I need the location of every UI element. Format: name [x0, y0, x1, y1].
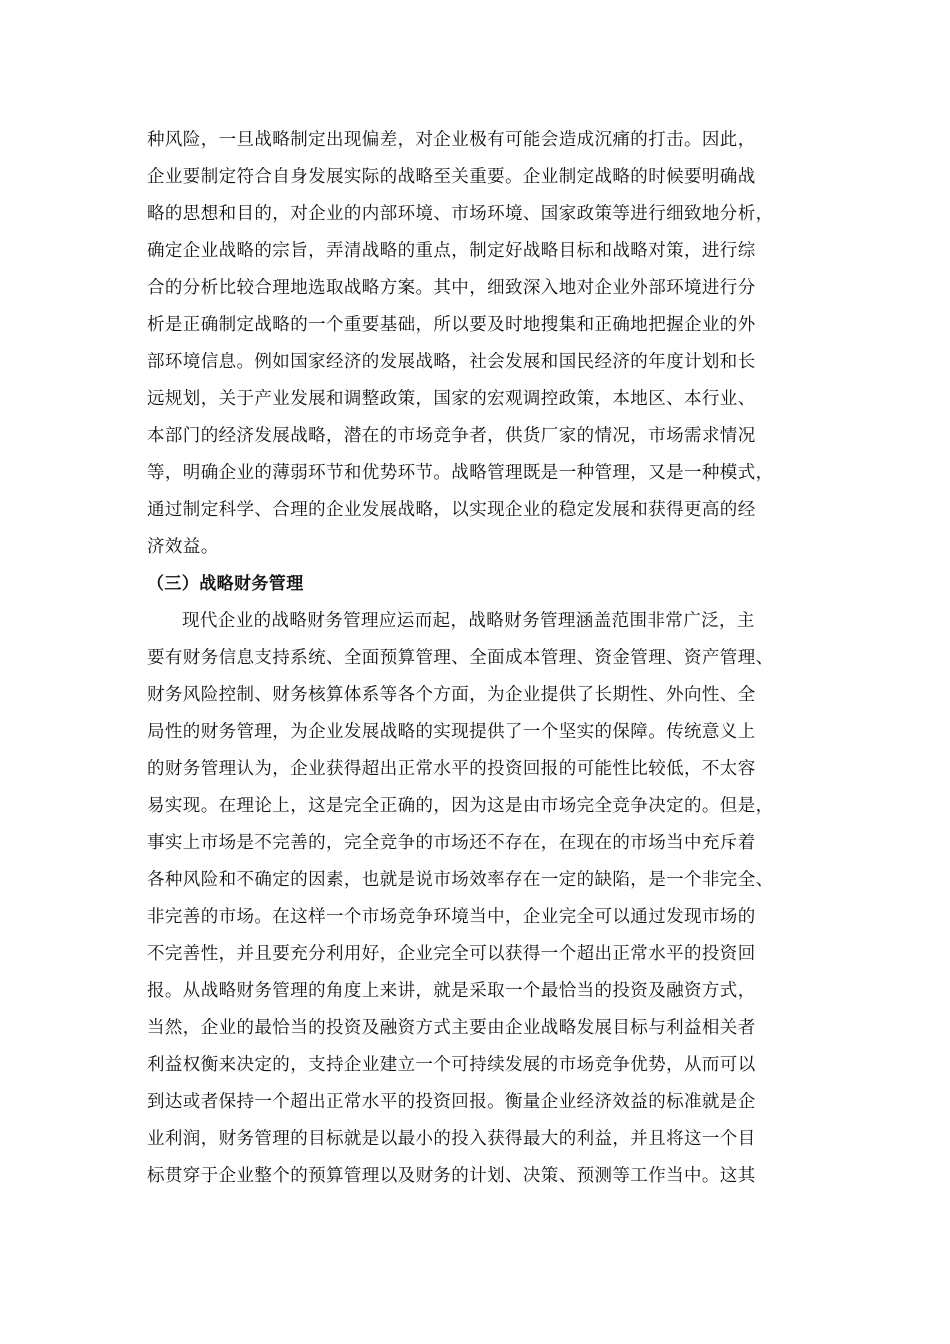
- paragraph-line: 等，明确企业的薄弱环节和优势环节。战略管理既是一种管理，又是一种模式，: [147, 463, 774, 483]
- paragraph-line: 局性的财务管理，为企业发展战略的实现提供了一个坚实的保障。传统意义上: [147, 722, 756, 742]
- paragraph-line: 业利润，财务管理的目标就是以最小的投入获得最大的利益，并且将这一个目: [147, 1129, 756, 1149]
- paragraph-line: 要有财务信息支持系统、全面预算管理、全面成本管理、资金管理、资产管理、: [147, 648, 774, 668]
- paragraph-line: 的财务管理认为，企业获得超出正常水平的投资回报的可能性比较低，不太容: [147, 759, 756, 779]
- paragraph-line: 事实上市场是不完善的，完全竞争的市场还不存在，在现在的市场当中充斥着: [147, 833, 756, 853]
- paragraph-line: 本部门的经济发展战略，潜在的市场竞争者，供货厂家的情况，市场需求情况: [147, 426, 756, 446]
- paragraph-line: 非完善的市场。在这样一个市场竞争环境当中，企业完全可以通过发现市场的: [147, 907, 756, 927]
- paragraph-line: 析是正确制定战略的一个重要基础，所以要及时地搜集和正确地把握企业的外: [147, 315, 756, 335]
- paragraph-line: 企业要制定符合自身发展实际的战略至关重要。企业制定战略的时候要明确战: [147, 167, 756, 187]
- paragraph-line: 确定企业战略的宗旨，弄清战略的重点，制定好战略目标和战略对策，进行综: [147, 241, 756, 261]
- paragraph-line: 部环境信息。例如国家经济的发展战略，社会发展和国民经济的年度计划和长: [147, 352, 756, 372]
- paragraph-line: 财务风险控制、财务核算体系等各个方面，为企业提供了长期性、外向性、全: [147, 685, 756, 705]
- paragraph-line: 通过制定科学、合理的企业发展战略，以实现企业的稳定发展和获得更高的经: [147, 500, 756, 520]
- paragraph-line: 各种风险和不确定的因素，也就是说市场效率存在一定的缺陷，是一个非完全、: [147, 870, 774, 890]
- paragraph-line: 不完善性，并且要充分利用好，企业完全可以获得一个超出正常水平的投资回: [147, 944, 756, 964]
- paragraph-line: 合的分析比较合理地选取战略方案。其中，细致深入地对企业外部环境进行分: [147, 278, 756, 298]
- paragraph-line: 标贯穿于企业整个的预算管理以及财务的计划、决策、预测等工作当中。这其: [147, 1166, 756, 1186]
- paragraph-line: 略的思想和目的，对企业的内部环境、市场环境、国家政策等进行细致地分析，: [147, 204, 774, 224]
- paragraph-line: 种风险，一旦战略制定出现偏差，对企业极有可能会造成沉痛的打击。因此，: [147, 130, 756, 150]
- paragraph-line: 远规划，关于产业发展和调整政策，国家的宏观调控政策，本地区、本行业、: [147, 389, 756, 409]
- paragraph-line: 利益权衡来决定的，支持企业建立一个可持续发展的市场竞争优势，从而可以: [147, 1055, 756, 1075]
- section-heading: （三）战略财务管理: [147, 574, 304, 594]
- paragraph-line: 济效益。: [147, 537, 219, 557]
- paragraph-line: 易实现。在理论上，这是完全正确的，因为这是由市场完全竞争决定的。但是，: [147, 796, 774, 816]
- paragraph-line: 现代企业的战略财务管理应运而起，战略财务管理涵盖范围非常广泛，主: [182, 611, 755, 631]
- paragraph-line: 报。从战略财务管理的角度上来讲，就是采取一个最恰当的投资及融资方式，: [147, 981, 756, 1001]
- paragraph-line: 当然，企业的最恰当的投资及融资方式主要由企业战略发展目标与利益相关者: [147, 1018, 756, 1038]
- paragraph-line: 到达或者保持一个超出正常水平的投资回报。衡量企业经济效益的标准就是企: [147, 1092, 756, 1112]
